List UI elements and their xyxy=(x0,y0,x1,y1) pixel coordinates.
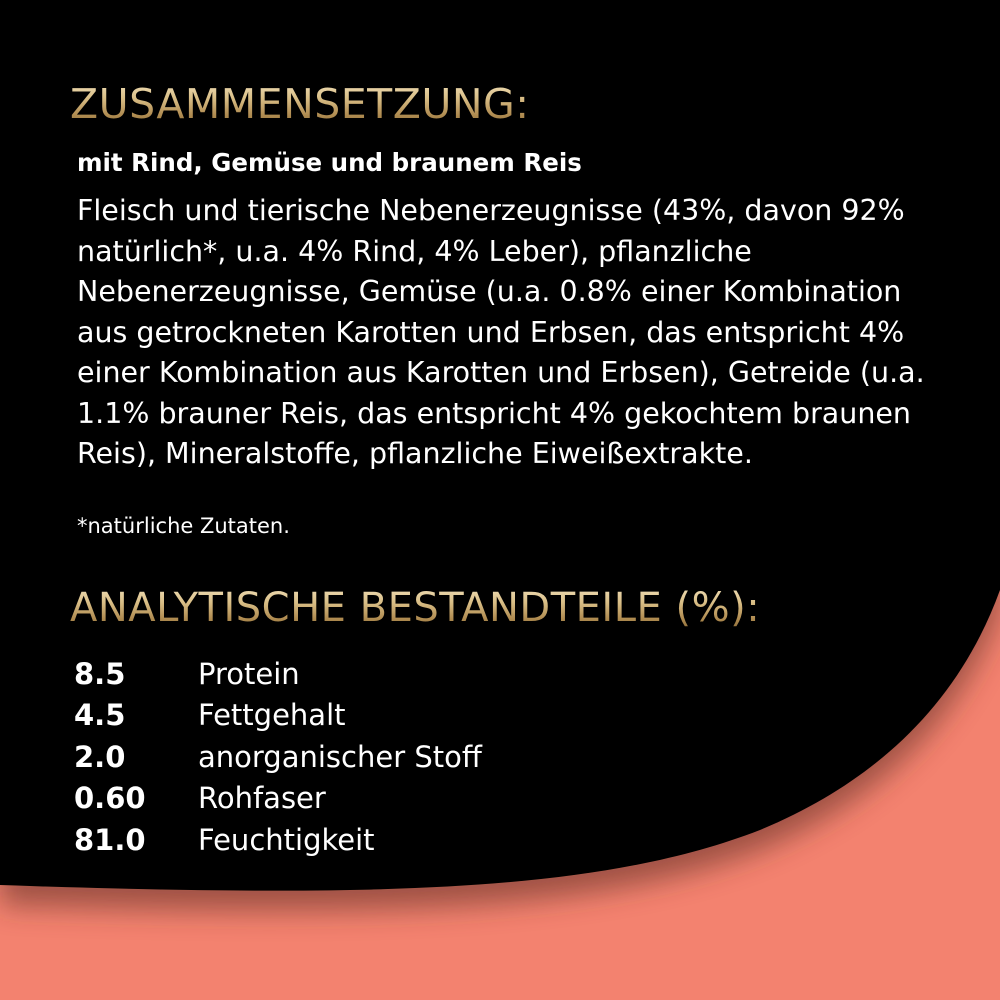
analysis-value: 8.5 xyxy=(74,656,126,691)
natural-ingredients-footnote: *natürliche Zutaten. xyxy=(77,514,290,538)
analysis-row-ash xyxy=(74,736,482,778)
analysis-value: 4.5 xyxy=(74,698,126,733)
analytical-constituents-list xyxy=(74,653,482,861)
analysis-value: 2.0 xyxy=(74,739,126,774)
analysis-label: Rohfaser xyxy=(198,781,326,816)
ingredients-text: Fleisch und tierische Nebenerzeugnisse (43%, davon 92% natürlich*, u.a. 4% Rind, 4% Leber), pflanzliche Nebenerzeugnisse, Gemüse (u.a. 0.8% einer Kombination aus getrockneten Karotten und Erbsen, das entspricht 4% einer Kombination aus Karotten und Erbsen), Getreide (u.a. 1.1% brauner Reis, das entspricht 4% gekochtem braunen Reis), Mineralstoffe, pflanzliche Eiweißextrakte. xyxy=(77,194,925,470)
composition-heading: ZUSAMMENSETZUNG: xyxy=(70,80,530,128)
analysis-value: 81.0 xyxy=(74,822,146,857)
analysis-row-fat xyxy=(74,695,482,737)
analysis-label: anorganischer Stoff xyxy=(198,739,482,774)
analysis-row-protein xyxy=(74,653,482,695)
analysis-value: 0.60 xyxy=(74,781,146,816)
analysis-row-moisture xyxy=(74,819,482,861)
analysis-label: Feuchtigkeit xyxy=(198,822,375,857)
variety-subtitle: mit Rind, Gemüse und braunem Reis xyxy=(77,148,582,177)
analysis-label: Protein xyxy=(198,656,300,691)
analysis-label: Fettgehalt xyxy=(198,698,346,733)
analytical-constituents-heading: ANALYTISCHE BESTANDTEILE (%): xyxy=(70,585,761,631)
analysis-row-fibre xyxy=(74,778,482,820)
